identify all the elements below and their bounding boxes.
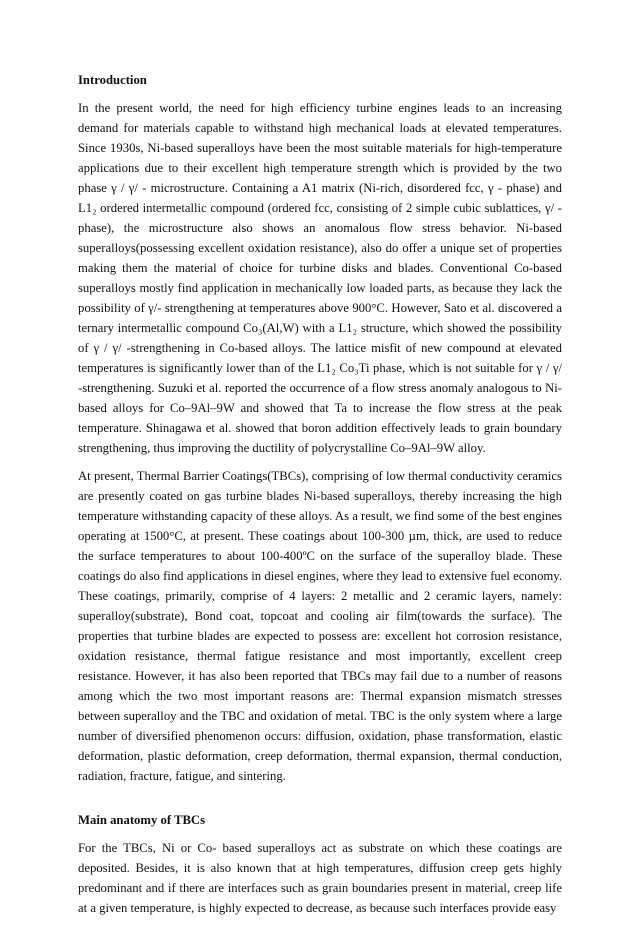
section-heading-main-anatomy: Main anatomy of TBCs [78, 813, 206, 827]
section-heading-introduction: Introduction [78, 73, 147, 87]
paragraph-thermal-barrier-coatings: At present, Thermal Barrier Coatings(TBCs), comprising of low thermal conductivity ceramics are presently coated on gas turbine blades Ni-based superalloys, thereby increasing the high temperature withstanding capacity of these alloys. As a result, we find some of the best engines operating at 1500°C, at present. These coatings about 100-300 µm, thick, are used to reduce the surface temperatures to about 100-400ºC on the surface of the superalloy blade. These coatings do also find applications in diesel engines, where they lead to extensive fuel economy. These coatings, primarily, comprise of 4 layers: 2 metallic and 2 ceramic layers, namely: superalloy(substrate), Bond coat, topcoat and cooling air film(towards the surface). The properties that turbine blades are expected to possess are: excellent hot corrosion resistance, oxidation resistance, thermal fatigue resistance and most importantly, excellent creep resistance. However, it has also been reported that TBCs may fail due to a number of reasons among which the two most important reasons are: Thermal expansion mismatch stresses between superalloy and the TBC and oxidation of metal. TBC is the only system where a large number of diversified phenomenon occurs: diffusion, oxidation, phase transformation, elastic deformation, plastic deformation, creep deformation, thermal expansion, thermal conduction, radiation, fracture, fatigue, and sintering. [78, 469, 562, 783]
document-page [78, 70, 562, 926]
paragraph-turbine-superalloys: In the present world, the need for high efficiency turbine engines leads to an increasing demand for materials capable to withstand high mechanical loads at elevated temperatures. Since 1930s, Ni-based superalloys have been the most suitable materials for high-temperature applications due to their excellent high temperature strength which is provided by the two phase γ / γ/ - microstructure. Containing a A1 matrix (Ni-rich, disordered fcc, γ - phase) and L1₂ ordered intermetallic compound (ordered fcc, consisting of 2 simple cubic sublattices, γ/ -phase), the microstructure also shows an anomalous flow stress behavior. Ni-based superalloys(possessing excellent oxidation resistance), also do offer a unique set of properties making them the material of choice for turbine disks and blades. Conventional Co-based superalloys mostly find application in mechanically low loaded parts, as because they lack the possibility of γ/- strengthening at temperatures above 900°C. However, Sato et al. discovered a ternary intermetallic compound Co₃(Al,W) with a L1₂ structure, which showed the possibility of γ / γ/ -strengthening in Co-based alloys. The lattice misfit of new compound at elevated temperatures is significantly lower than of the L1₂ Co₃Ti phase, which is not suitable for γ / γ/ -strengthening. Suzuki et al. reported the occurrence of a flow stress anomaly analogous to Ni-based alloys for Co–9Al–9W and showed that Ta to increase the flow stress at the peak temperature. Shinagawa et al. showed that boron addition effectively leads to grain boundary strengthening, thus improving the ductility of polycrystalline Co–9Al–9W alloy. [78, 101, 562, 455]
section-spacer [78, 794, 562, 810]
paragraph-tbc-substrate: For the TBCs, Ni or Co- based superalloys act as substrate on which these coatings are deposited. Besides, it is also known that at high temperatures, diffusion creep gets highly predominant and if there are interfaces such as grain boundaries present in material, creep life at a given temperature, is highly expected to decrease, as because such interfaces provide easy [78, 841, 562, 915]
